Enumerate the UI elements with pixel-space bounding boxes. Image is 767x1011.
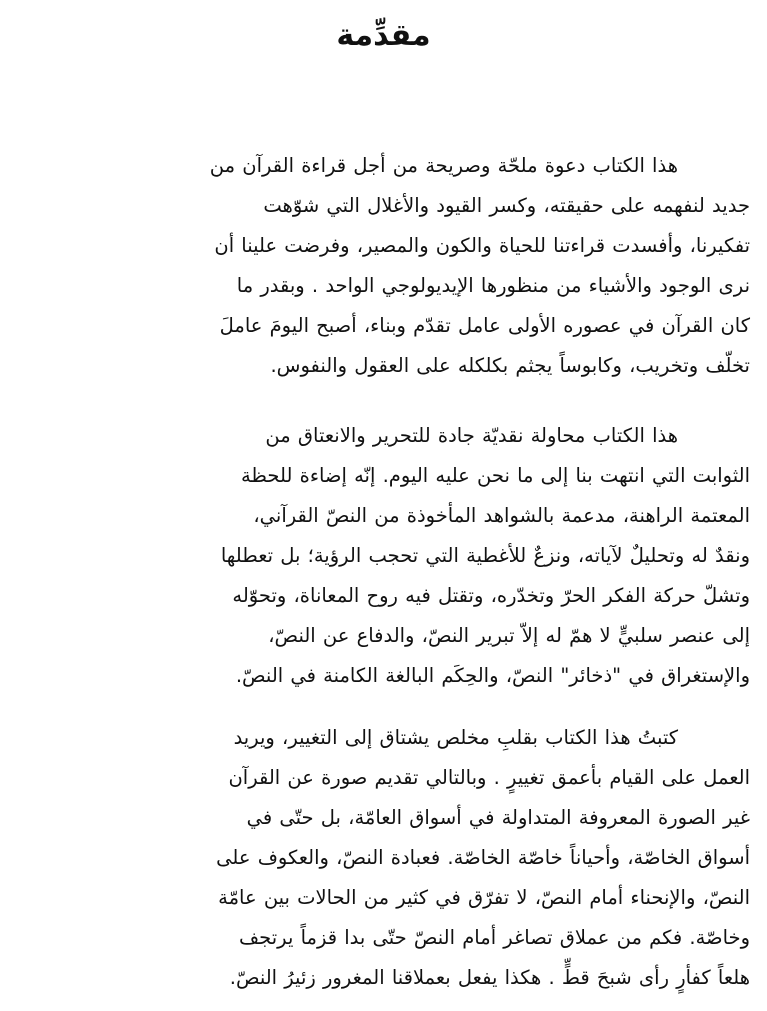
paragraph-3-line-5: النصّ، والإنحناء أمام النصّ، لا تفرّق في كثير من الحالات بين عامّة	[218, 886, 750, 909]
paragraph-3-line-3: غير الصورة المعروفة المتداولة في أسواق العامّة، بل حتّى في	[246, 806, 750, 829]
paragraph-1-line-5: كان القرآن في عصوره الأولى عامل تقدّم وبناء، أصبح اليومَ عاملَ	[219, 314, 750, 337]
paragraph-1-line-6: تخلّف وتخريب، وكابوساً يجثم بكلكله على العقول والنفوس.	[270, 354, 750, 377]
paragraph-2-line-2: الثوابت التي انتهت بنا إلى ما نحن عليه اليوم. إنّه إضاءة للحظة	[240, 464, 750, 487]
paragraph-1-line-1: هذا الكتاب دعوة ملحّة وصريحة من أجل قراءة القرآن من	[209, 154, 678, 177]
paragraph-1-line-3: تفكيرنا، وأفسدت قراءتنا للحياة والكون والمصير، وفرضت علينا أن	[214, 234, 750, 257]
paragraph-1-line-2: جديد لنفهمه على حقيقته، وكسر القيود والأغلال التي شوّهت	[263, 194, 750, 217]
paragraph-1	[34, 146, 750, 386]
paragraph-2-line-5: وتشلّ حركة الفكر الحرّ وتخدّره، وتقتل فيه روح المعاناة، وتحوّله	[232, 584, 750, 607]
paragraph-2	[34, 416, 750, 696]
paragraph-2-line-3: المعتمة الراهنة، مدعمة بالشواهد المأخوذة من النصّ القرآني،	[253, 504, 750, 527]
paragraph-3-line-7: هلعاً كفأرٍ رأى شبحَ قطٍّ . هكذا يفعل بعملاقنا المغرور زئيرُ النصّ.	[229, 966, 750, 989]
paragraph-2-line-7: والإستغراق في "ذخائر" النصّ، والحِكَم البالغة الكامنة في النصّ.	[235, 664, 750, 687]
paragraph-2-line-1: هذا الكتاب محاولة نقديّة جادة للتحرير والانعتاق من	[265, 424, 678, 447]
paragraph-3-line-6: وخاصّة. فكم من عملاق تصاغر أمام النصّ حتّى بدا قزماً يرتجف	[238, 926, 750, 949]
paragraph-2-line-4: ونقدٌ له وتحليلٌ لآياته، ونزعٌ للأغطية التي تحجب الرؤية؛ بل تعطلها	[220, 544, 750, 567]
paragraph-3-line-1: كتبتُ هذا الكتاب بقلبِ مخلص يشتاق إلى التغيير، ويريد	[233, 726, 678, 749]
paragraph-3-line-4: أسواق الخاصّة، وأحياناً خاصّة الخاصّة. فعبادة النصّ، والعكوف على	[216, 846, 750, 869]
paragraph-1-line-4: نرى الوجود والأشياء من منظورها الإيديولوجي الواحد . وبقدر ما	[236, 274, 750, 297]
paragraph-3	[34, 718, 750, 998]
page-title: مقدِّمة	[336, 18, 431, 53]
paragraph-2-line-6: إلى عنصر سلبيٍّ لا همّ له إلاّ تبرير النصّ، والدفاع عن النصّ،	[268, 624, 750, 647]
paragraph-3-line-2: العمل على القيام بأعمق تغييرٍ . وبالتالي تقديم صورة عن القرآن	[228, 766, 750, 789]
